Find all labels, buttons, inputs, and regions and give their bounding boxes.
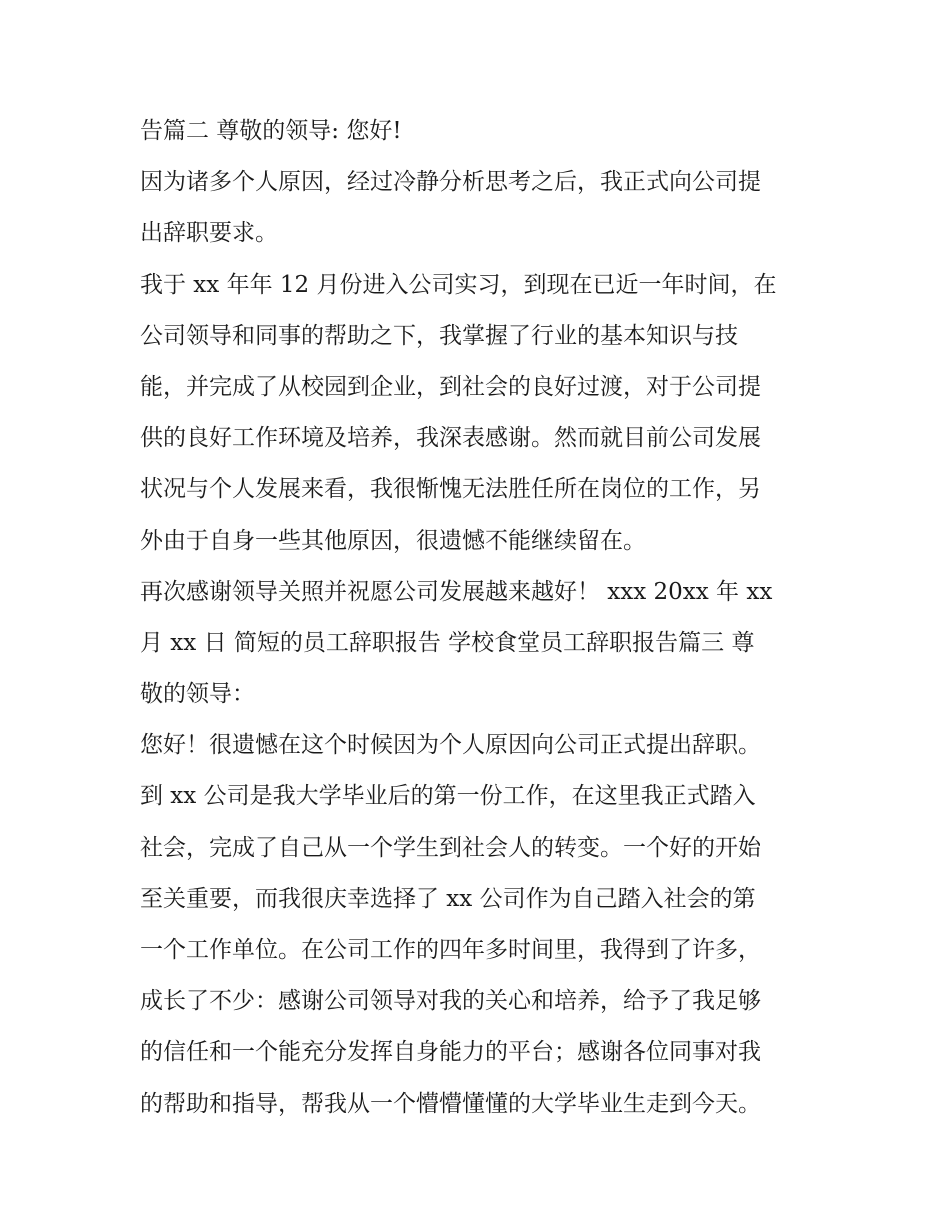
- text-line: 我于 xx 年年 12 月份进入公司实习，到现在已近一年时间，在: [140, 271, 777, 298]
- text-line: 的信任和一个能充分发挥自身能力的平台；感谢各位同事对我: [140, 1039, 761, 1066]
- text-line: 月 xx 日 简短的员工辞职报告 学校食堂员工辞职报告篇三 尊: [140, 629, 755, 656]
- text-line: 敬的领导：: [140, 681, 255, 708]
- text-line: 到 xx 公司是我大学毕业后的第一份工作，在这里我正式踏入: [140, 783, 756, 810]
- text-line: 告篇二 尊敬的领导: 您好!: [140, 118, 402, 144]
- text-line: 您好！很遗憾在这个时候因为个人原因向公司正式提出辞职。: [140, 732, 761, 759]
- text-line: 出辞职要求。: [140, 220, 278, 247]
- text-line: 成长了不少：感谢公司领导对我的关心和培养，给予了我足够: [140, 988, 761, 1015]
- text-line: 状况与个人发展来看，我很惭愧无法胜任所在岗位的工作，另: [140, 476, 761, 503]
- paragraph-intro: [140, 157, 820, 259]
- text-line: 供的良好工作环境及培养，我深表感谢。然而就目前公司发展: [140, 425, 761, 452]
- text-line: 再次感谢领导关照并祝愿公司发展越来越好！ xxx 20xx 年 xx: [140, 578, 773, 605]
- document-body: [140, 106, 820, 1130]
- text-line: 公司领导和同事的帮助之下，我掌握了行业的基本知识与技: [140, 322, 738, 349]
- text-line: 外由于自身一些其他原因，很遗憾不能继续留在。: [140, 527, 646, 554]
- paragraph-greeting: [140, 106, 820, 157]
- text-line: 一个工作单位。在公司工作的四年多时间里，我得到了许多，: [140, 937, 761, 963]
- paragraph-thanks-heading: [140, 567, 820, 721]
- paragraph-second-letter: [140, 720, 820, 1130]
- text-line: 能，并完成了从校园到企业，到社会的良好过渡，对于公司提: [140, 373, 761, 400]
- text-line: 的帮助和指导，帮我从一个懵懵懂懂的大学毕业生走到今天。: [140, 1090, 761, 1117]
- text-line: 社会，完成了自己从一个学生到社会人的转变。一个好的开始: [140, 834, 761, 861]
- text-line: 因为诸多个人原因，经过冷静分析思考之后，我正式向公司提: [140, 169, 761, 196]
- paragraph-experience: [140, 260, 820, 567]
- text-line: 至关重要，而我很庆幸选择了 xx 公司作为自己踏入社会的第: [140, 885, 756, 912]
